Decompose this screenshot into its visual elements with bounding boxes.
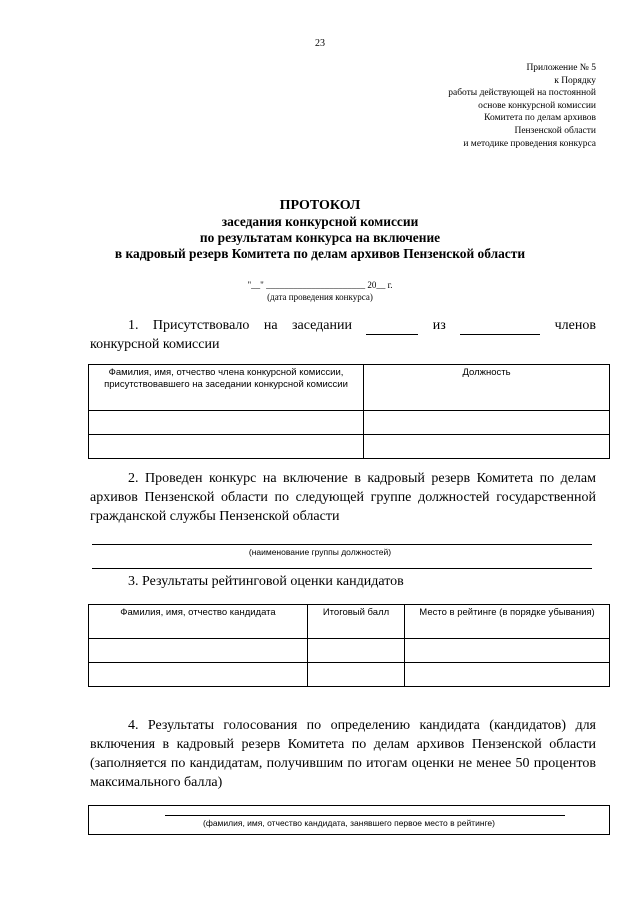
rating-header-score: Итоговый балл (308, 605, 405, 639)
appendix-line: основе конкурсной комиссии (478, 100, 596, 111)
title-line: по результатам конкурса на включение (199, 230, 441, 245)
table-cell[interactable] (405, 663, 610, 687)
section-1 (90, 316, 596, 354)
appendix-line: работы действующей на постоянной (448, 88, 596, 99)
total-count-field[interactable] (460, 316, 540, 335)
date-blank[interactable]: "__" ______________________ 20__ г. (247, 280, 393, 290)
table-row (89, 435, 610, 459)
table-cell[interactable] (89, 435, 364, 459)
group-caption: (наименование группы должностей) (248, 547, 392, 557)
s1-word: членов (554, 318, 596, 333)
s1-word: 1. (128, 318, 139, 333)
rating-header-place: Место в рейтинге (в порядке убывания) (405, 605, 610, 639)
table-cell[interactable] (364, 435, 610, 459)
table-cell[interactable] (308, 663, 405, 687)
members-header-name: Фамилия, имя, отчество члена конкурсной комиссии, присутствовавшего на заседании конкурсной комиссии (89, 365, 364, 411)
appendix-line: Пензенской области (514, 125, 596, 136)
s1-line2: конкурсной комиссии (90, 337, 220, 352)
table-row (89, 663, 610, 687)
members-table (88, 364, 610, 459)
table-cell[interactable] (364, 411, 610, 435)
section-4 (90, 716, 596, 792)
winner-field[interactable] (165, 815, 565, 816)
s1-word: заседании (291, 318, 352, 333)
members-header-position: Должность (364, 365, 610, 411)
winner-box (88, 805, 610, 835)
section-3-title: 3. Результаты рейтинговой оценки кандидатов (128, 574, 404, 589)
table-cell[interactable] (405, 639, 610, 663)
section-2-text: 2. Проведен конкурс на включение в кадровый резерв Комитета по делам архивов Пензенской области по следующей группе должностей государственной гражданской службы Пензенской области (90, 471, 596, 524)
section-2 (90, 469, 596, 526)
table-cell[interactable] (89, 663, 308, 687)
s1-word: из (432, 318, 446, 333)
s1-word: на (263, 318, 278, 333)
group-field[interactable] (92, 544, 592, 545)
winner-caption: (фамилия, имя, отчество кандидата, занявшего первое место в рейтинге) (203, 818, 495, 828)
rating-table (88, 604, 610, 687)
s1-word: Присутствовало (152, 318, 250, 333)
title-line: в кадровый резерв Комитета по делам архивов Пензенской области (114, 246, 526, 261)
table-row (89, 639, 610, 663)
title-line: заседания конкурсной комиссии (221, 214, 419, 229)
date-field (0, 279, 640, 303)
date-caption: (дата проведения конкурса) (267, 292, 373, 302)
page-number: 23 (315, 38, 325, 49)
table-cell[interactable] (308, 639, 405, 663)
appendix-line: и методике проведения конкурса (463, 138, 596, 149)
table-row (89, 411, 610, 435)
appendix-line: Комитета по делам архивов (484, 113, 596, 124)
rating-header-name: Фамилия, имя, отчество кандидата (89, 605, 308, 639)
appendix-header (448, 62, 596, 150)
appendix-line: к Порядку (554, 75, 596, 86)
table-cell[interactable] (89, 639, 308, 663)
table-cell[interactable] (89, 411, 364, 435)
group-field-2[interactable] (92, 568, 592, 569)
section-4-text: 4. Результаты голосования по определению кандидата (кандидатов) для включения в кадровый резерв Комитета по делам архивов Пензенской области (заполняется по кандидатам, получившим по итогам оценки не менее 50 процентов максимального балла) (90, 718, 596, 790)
appendix-line: Приложение № 5 (526, 63, 596, 73)
title-line: ПРОТОКОЛ (279, 198, 361, 213)
document-title (0, 198, 640, 262)
present-count-field[interactable] (366, 316, 418, 335)
